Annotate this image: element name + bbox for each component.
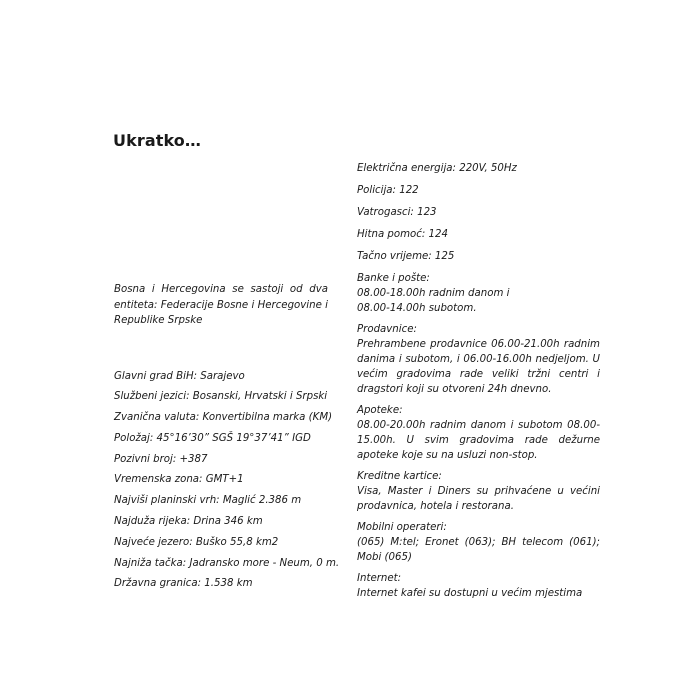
info-block-internet (357, 571, 600, 601)
info-block-shops (357, 322, 600, 397)
left-column (114, 282, 340, 597)
fact-time-zone: Vremenska zona: GMT+1 (114, 474, 244, 486)
fact-highest-peak: Najviši planinski vrh: Maglić 2.386 m (114, 495, 302, 507)
fact-calling-code: Pozivni broj: +387 (114, 453, 208, 465)
intro-paragraph: Bosna i Hercegovina se sastoji od dva entiteta: Federacije Bosne i Hercegovine i Republike Srpske (114, 284, 328, 326)
info-block-text: 08.00-18.00h radnim danom i 08.00-14.00h subotom. (357, 288, 510, 314)
page-title: Ukratko… (113, 131, 201, 150)
fact-electricity: Električna energija: 220V, 50Hz (357, 163, 517, 174)
info-block-heading: Mobilni operateri: (357, 522, 447, 533)
info-block-text: Internet kafei su dostupni u većim mjestima (357, 588, 583, 599)
info-block-pharmacies (357, 403, 600, 463)
fact-currency: Zvanična valuta: Konvertibilna marka (KM) (114, 412, 333, 424)
info-block-credit-cards (357, 469, 600, 514)
info-block-banks (357, 271, 600, 316)
fact-ambulance: Hitna pomoć: 124 (357, 229, 448, 240)
info-block-text: Prehrambene prodavnice 06.00-21.00h radnim danima i subotom, i 06.00-16.00h nedjeljom. U većim gradovima rade veliki tržni centri i dragstori koji su otvoreni 24h dnevno. (357, 339, 600, 395)
info-block-text: 08.00-20.00h radnim danom i subotom 08.00-15.00h. U svim gradovima rade dežurne apoteke koje su na usluzi non-stop. (357, 420, 600, 461)
info-block-text: Visa, Master i Diners su prihvaćene u većini prodavnica, hotela i restorana. (357, 486, 600, 512)
fact-capital: Glavni grad BiH: Sarajevo (114, 370, 245, 382)
fact-position: Položaj: 45°16’30” SGŠ 19°37’41” IGD (114, 432, 311, 444)
fact-exact-time: Tačno vrijeme: 125 (357, 251, 455, 262)
info-block-heading: Apoteke: (357, 405, 403, 416)
fact-police: Policija: 122 (357, 185, 419, 196)
fact-longest-river: Najduža rijeka: Drina 346 km (114, 516, 263, 528)
fact-lowest-point: Najniža tačka: Jadransko more - Neum, 0 m. (114, 557, 340, 569)
info-block-heading: Banke i pošte: (357, 273, 430, 284)
fact-largest-lake: Najveće jezero: Buško 55,8 km2 (114, 536, 279, 548)
fact-languages: Službeni jezici: Bosanski, Hrvatski i Srpski (114, 391, 328, 403)
facts-list (114, 369, 340, 592)
info-block-mobile-operators (357, 520, 600, 565)
info-block-heading: Prodavnice: (357, 324, 417, 335)
info-block-text: (065) M:tel; Eronet (063); BH telecom (061); Mobi (065) (357, 537, 600, 563)
fact-state-border: Državna granica: 1.538 km (114, 578, 253, 590)
right-column (357, 161, 600, 607)
fact-firefighters: Vatrogasci: 123 (357, 207, 437, 218)
info-block-heading: Internet: (357, 573, 402, 584)
info-block-heading: Kreditne kartice: (357, 471, 442, 482)
